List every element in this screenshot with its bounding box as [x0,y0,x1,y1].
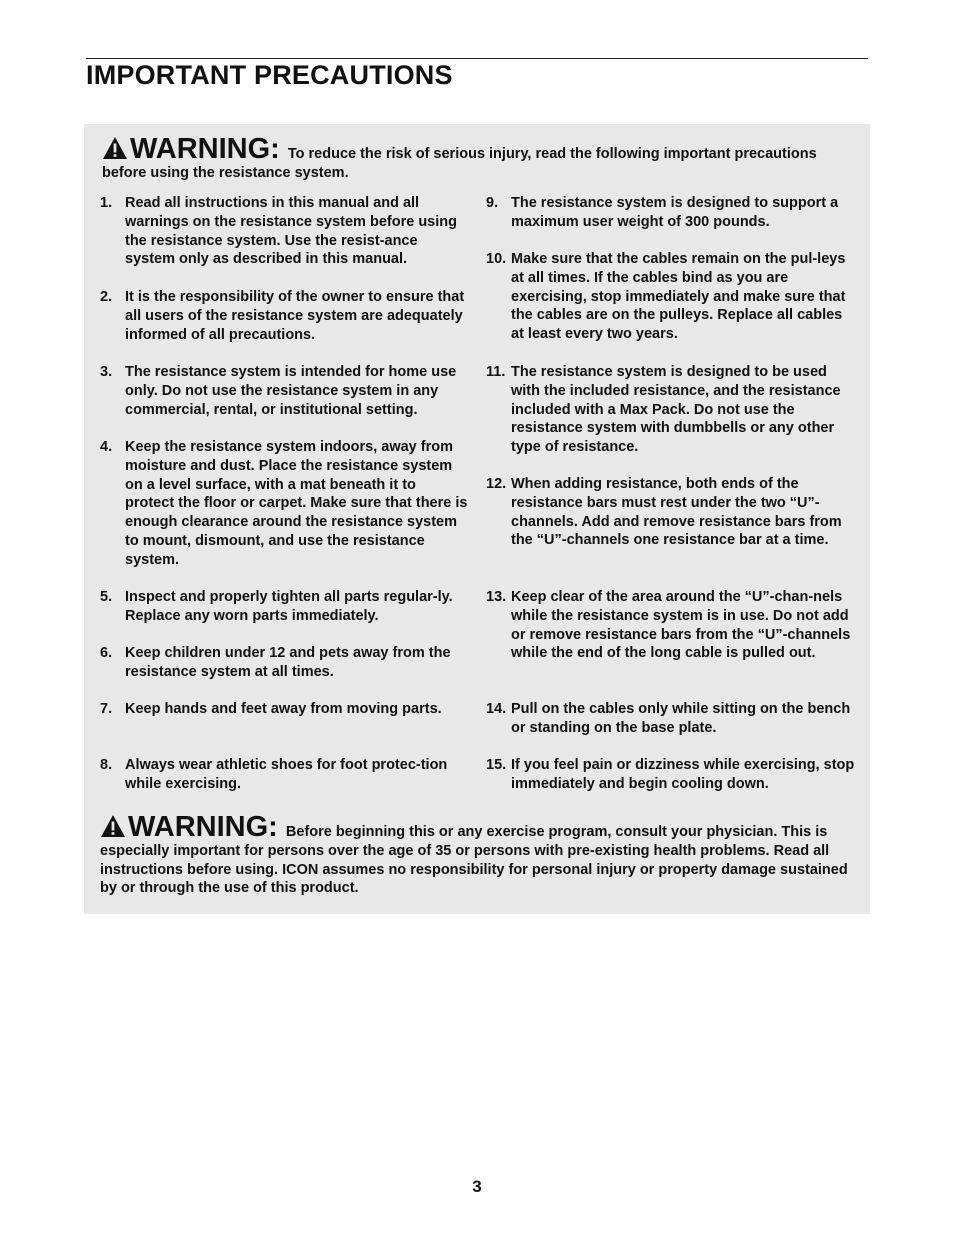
list-item [100,588,468,626]
item-text: The resistance system is designed to support a maximum user weight of 300 pounds. [511,195,839,230]
item-number: 12. [486,476,507,492]
item-number: 7. [100,701,113,717]
item-text: The resistance system is designed to be used with the included resistance, and the resistance included with a Max Pack. Do not use the resistance system with dumbbells or any other type of resistance. [511,364,841,456]
item-text: Inspect and properly tighten all parts regular-ly. Replace any worn parts immediately. [125,589,453,624]
list-item [100,756,468,794]
warning-triangle-icon [100,814,126,838]
item-number: 10. [486,251,507,267]
header-rule [86,58,868,59]
list-item [486,250,858,344]
page-title: IMPORTANT PRECAUTIONS [86,60,453,90]
item-text: The resistance system is intended for home use only. Do not use the resistance system in any commercial, rental, or institutional setting. [125,364,457,418]
warning-top [102,133,864,183]
item-number: 9. [486,195,499,211]
list-item [486,363,858,457]
item-text: Keep hands and feet away from moving parts. [125,701,442,717]
list-item [486,194,858,232]
list-item [100,363,468,419]
warning-text: To reduce the risk of serious injury, read the following important precautions before using the resistance system. [102,146,817,181]
list-item [486,756,858,794]
list-item [100,700,468,719]
item-text: Make sure that the cables remain on the pul-leys at all times. If the cables bind as you are exercising, stop immediately and make sure that the cables are on the pulleys. Replace all cables at least every two years. [511,251,846,343]
list-item [100,644,468,682]
list-item [486,700,858,738]
item-number: 5. [100,589,113,605]
item-text: Read all instructions in this manual and all warnings on the resistance system before using the resistance system. Use the resist-ance system only as described in this manual. [125,195,457,268]
item-number: 13. [486,589,507,605]
item-number: 2. [100,289,113,305]
list-item [100,288,468,344]
item-number: 14. [486,701,507,717]
item-number: 8. [100,757,113,773]
page-number: 3 [472,1177,482,1196]
warning-label: WARNING: [128,811,278,843]
warning-bottom [100,811,862,898]
list-item [100,438,468,570]
item-number: 6. [100,645,113,661]
item-text: Keep the resistance system indoors, away from moisture and dust. Place the resistance system on a level surface, with a mat beneath it to protect the floor or carpet. Make sure that there is enough clearance around the resistance system to mount, dismount, and use the resistance system. [125,439,468,568]
item-text: Always wear athletic shoes for foot protec-tion while exercising. [125,757,448,792]
list-item [100,194,468,269]
item-number: 4. [100,439,113,455]
item-number: 3. [100,364,113,380]
precautions-panel [84,124,870,914]
item-text: Keep children under 12 and pets away from the resistance system at all times. [125,645,451,680]
item-text: If you feel pain or dizziness while exercising, stop immediately and begin cooling down. [511,757,855,792]
item-text: Keep clear of the area around the “U”-chan-nels while the resistance system is in use. Do not add or remove resistance bars from the “U”-channels while the end of the long cable is pulled out. [511,589,851,662]
item-text: When adding resistance, both ends of the resistance bars must rest under the two “U”-channels. Add and remove resistance bars from the “U”-channels one resistance bar at a time. [511,476,842,549]
warning-triangle-icon [102,136,128,160]
warning-text: Before beginning this or any exercise program, consult your physician. This is especially important for persons over the age of 35 or persons with pre-existing health problems. Read all instructions before using. ICON assumes no responsibility for personal injury or property damage sustained by or through the use of this product. [100,824,848,897]
item-number: 1. [100,195,113,211]
item-number: 15. [486,757,507,773]
item-text: Pull on the cables only while sitting on the bench or standing on the base plate. [511,701,851,736]
list-item [486,588,858,663]
item-number: 11. [486,364,506,380]
list-item [486,475,858,550]
item-text: It is the responsibility of the owner to ensure that all users of the resistance system are adequately informed of all precautions. [125,289,465,343]
warning-label: WARNING: [130,133,280,165]
